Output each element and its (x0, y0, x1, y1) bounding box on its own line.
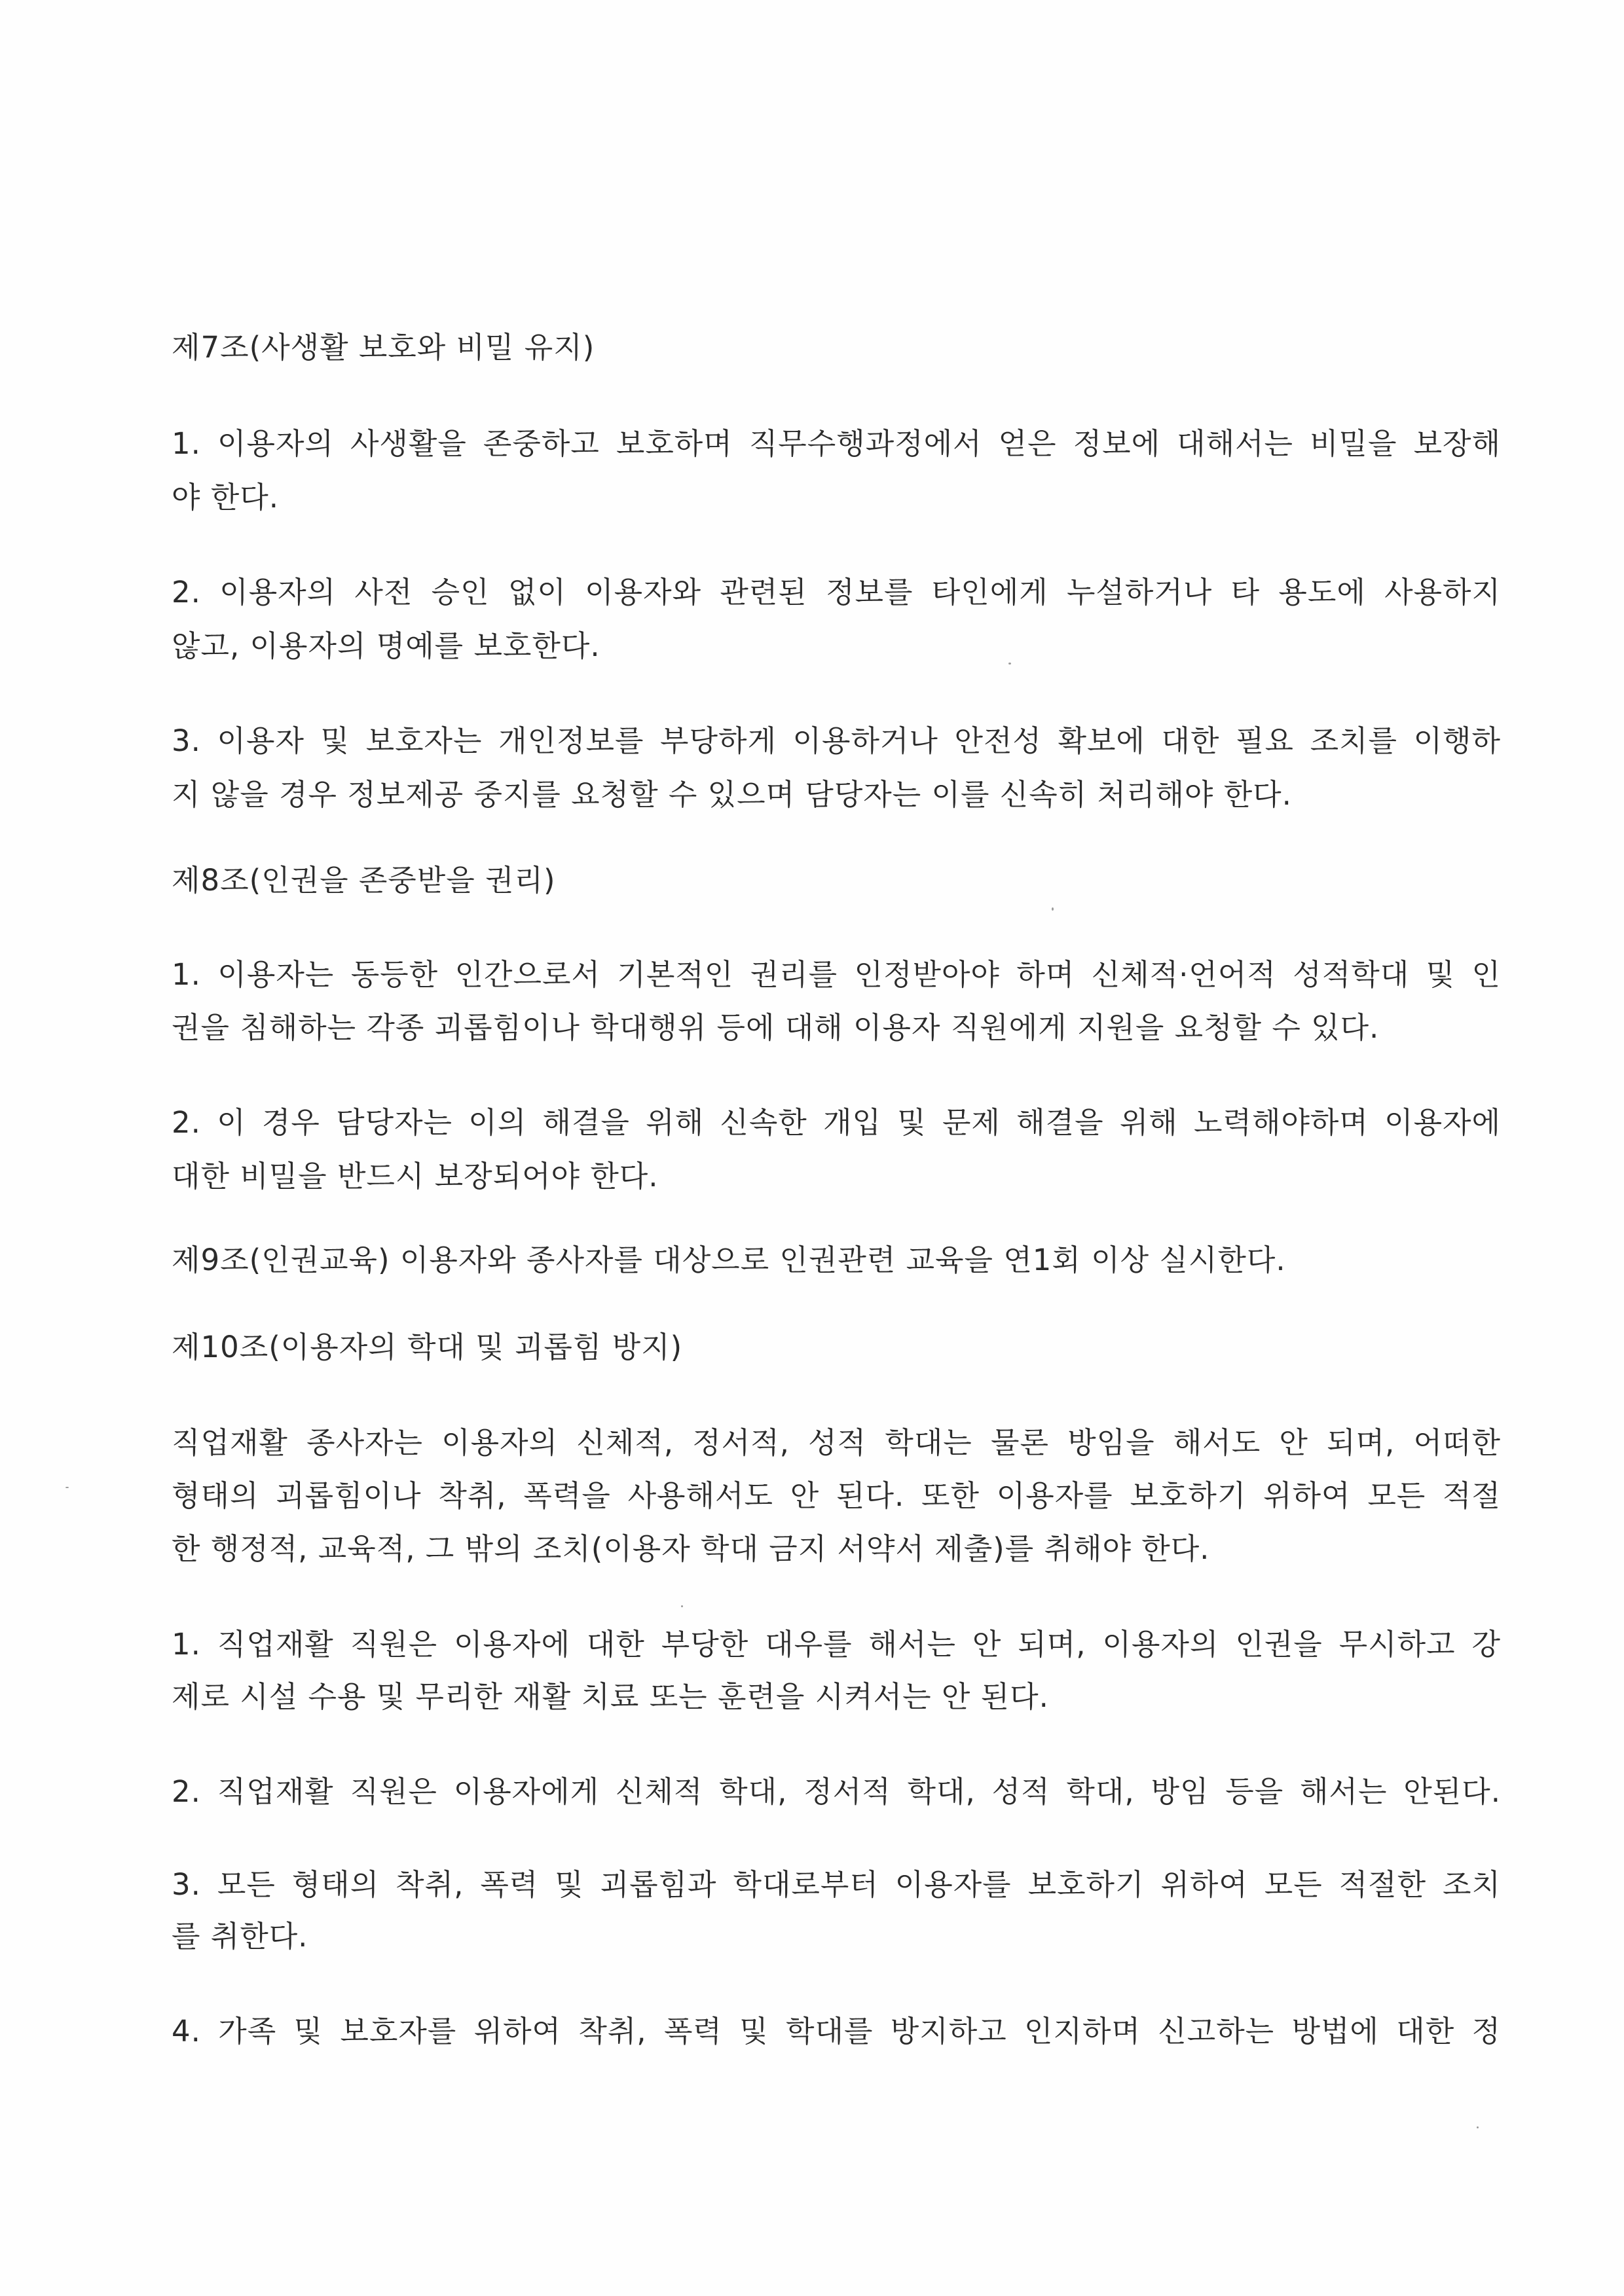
article-10-item-1-line-2: 제로 시설 수용 및 무리한 재활 치료 또는 훈련을 시켜서는 안 된다. (172, 1679, 1049, 1714)
article-9-text: 제9조(인권교육) 이용자와 종사자를 대상으로 인권관련 교육을 연1회 이상 실시한다. (172, 1243, 1286, 1277)
article-7-item-2-line-2: 않고, 이용자의 명예를 보호한다. (172, 629, 600, 663)
article-10-item-3-line-1: 3. 모든 형태의 착취, 폭력 및 괴롭힘과 학대로부터 이용자를 보호하기 위하여 모든 적절한 조치 (172, 1867, 1501, 1902)
article-10-item-1-line-1: 1. 직업재활 직원은 이용자에 대한 부당한 대우를 해서는 안 되며, 이용자의 인권을 무시하고 강 (172, 1627, 1501, 1662)
scan-speck (1052, 907, 1054, 911)
article-7-item-3-line-1: 3. 이용자 및 보호자는 개인정보를 부당하게 이용하거나 안전성 확보에 대한 필요 조치를 이행하 (172, 723, 1501, 758)
article-8-item-1-line-1: 1. 이용자는 동등한 인간으로서 기본적인 권리를 인정받아야 하며 신체적·언어적 성적학대 및 인 (172, 957, 1501, 992)
article-10-item-3-line-2: 를 취한다. (172, 1919, 308, 1954)
article-7-heading: 제7조(사생활 보호와 비밀 유지) (172, 330, 595, 365)
article-7-item-3-line-2: 지 않을 경우 정보제공 중지를 요청할 수 있으며 담당자는 이를 신속히 처리해야 한다. (172, 777, 1292, 812)
article-10-item-4-line-1: 4. 가족 및 보호자를 위하여 착취, 폭력 및 학대를 방지하고 인지하며 신고하는 방법에 대한 정 (172, 2014, 1501, 2049)
article-7-item-1-line-2: 야 한다. (172, 480, 280, 515)
article-10-intro-line-3: 한 행정적, 교육적, 그 밖의 조치(이용자 학대 금지 서약서 제출)를 취해야 한다. (172, 1531, 1210, 1566)
article-8-item-2-line-1: 2. 이 경우 담당자는 이의 해결을 위해 신속한 개입 및 문제 해결을 위해 노력해야하며 이용자에 (172, 1105, 1501, 1140)
article-10-intro-line-1: 직업재활 종사자는 이용자의 신체적, 정서적, 성적 학대는 물론 방임을 해서도 안 되며, 어떠한 (172, 1425, 1501, 1460)
article-10-intro-line-2: 형태의 괴롭힘이나 착취, 폭력을 사용해서도 안 된다. 또한 이용자를 보호하기 위하여 모든 적절 (172, 1478, 1501, 1513)
article-7-item-1-line-1: 1. 이용자의 사생활을 존중하고 보호하며 직무수행과정에서 얻은 정보에 대해서는 비밀을 보장해 (172, 426, 1501, 461)
article-7-item-2-line-1: 2. 이용자의 사전 승인 없이 이용자와 관련된 정보를 타인에게 누설하거나 타 용도에 사용하지 (172, 575, 1501, 610)
article-8-item-2-line-2: 대한 비밀을 반드시 보장되어야 한다. (172, 1159, 659, 1194)
scan-speck (681, 1605, 683, 1607)
scan-speck (65, 1487, 69, 1488)
article-10-item-2-line-1: 2. 직업재활 직원은 이용자에게 신체적 학대, 정서적 학대, 성적 학대, 방임 등을 해서는 안된다. (172, 1774, 1501, 1809)
article-10-heading: 제10조(이용자의 학대 및 괴롭힘 방지) (172, 1330, 683, 1364)
article-8-item-1-line-2: 권을 침해하는 각종 괴롭힘이나 학대행위 등에 대해 이용자 직원에게 지원을 요청할 수 있다. (172, 1010, 1380, 1045)
article-8-heading: 제8조(인권을 존중받을 권리) (172, 863, 556, 898)
scan-speck (1477, 2126, 1479, 2128)
scan-speck (1008, 663, 1011, 665)
